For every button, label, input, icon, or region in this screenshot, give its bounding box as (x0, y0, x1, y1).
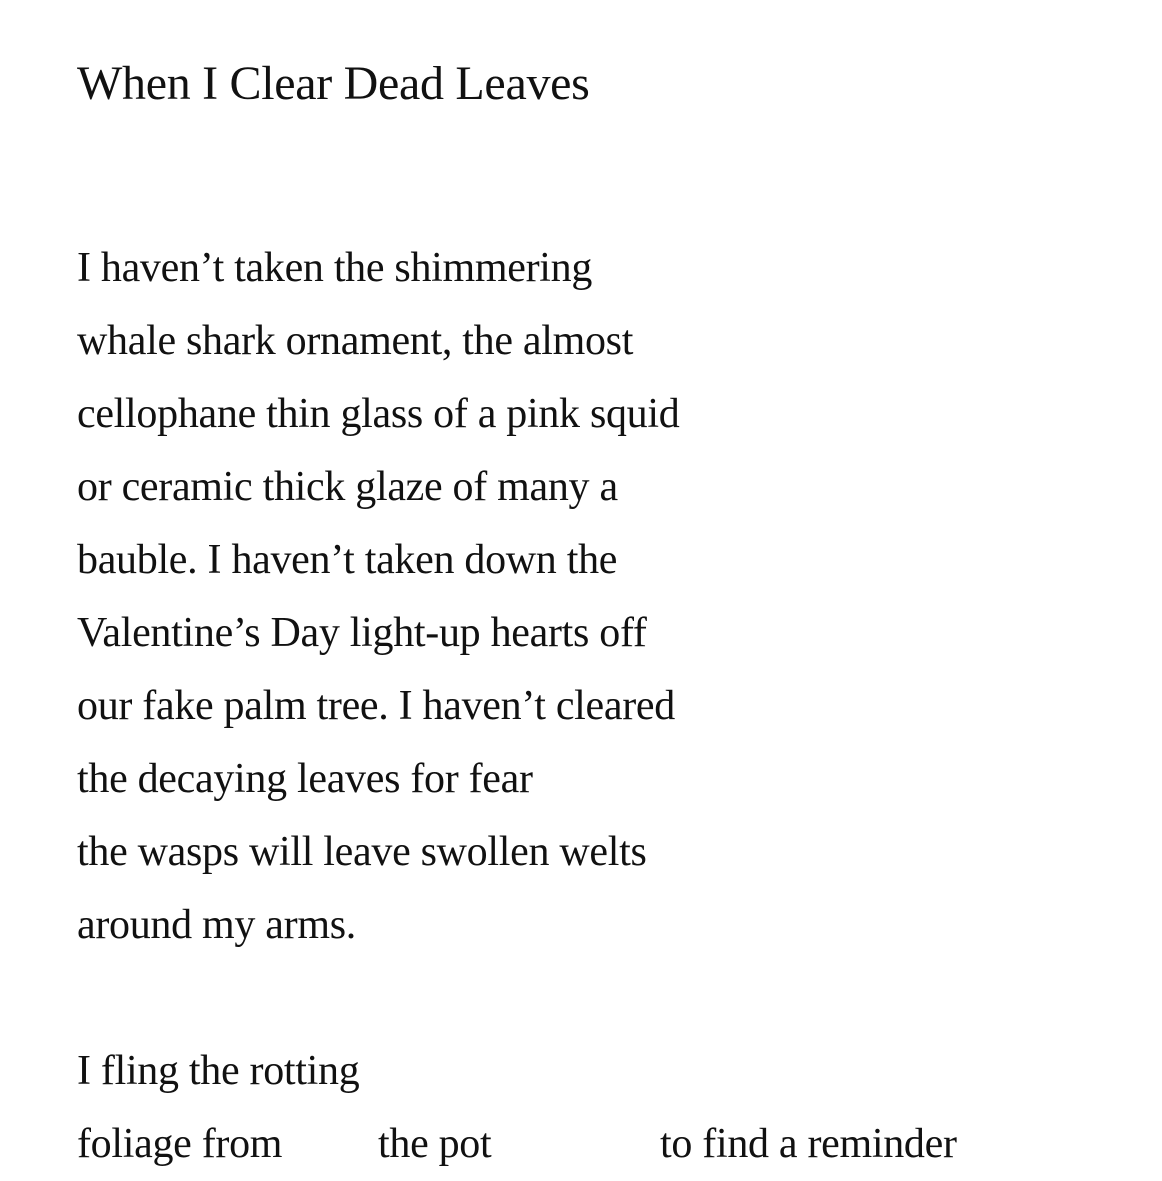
poem-line: I haven’t taken the shimmering (77, 245, 593, 291)
stanza-2 (77, 1035, 1077, 1181)
poem-line: cellophane thin glass of a pink squid (77, 391, 680, 437)
poem-line: or ceramic thick glaze of many a (77, 464, 618, 510)
poem-line: the decaying leaves for fear (77, 756, 533, 802)
poem-title: When I Clear Dead Leaves (77, 57, 590, 110)
poem-page (77, 0, 1162, 1167)
poem-line: around my arms. (77, 902, 356, 948)
poem-line: our fake palm tree. I haven’t cleared (77, 683, 675, 729)
line-segment: the pot (378, 1121, 492, 1167)
poem-line: bauble. I haven’t taken down the (77, 537, 618, 583)
poem-line: I fling the rotting (77, 1048, 360, 1094)
poem-line: Valentine’s Day light-up hearts off (77, 610, 647, 656)
poem-line: whale shark ornament, the almost (77, 318, 634, 364)
stanza-1 (77, 232, 679, 962)
line-segment: foliage from (77, 1121, 283, 1167)
poem-line: the wasps will leave swollen welts (77, 829, 647, 875)
poem-line-spaced (77, 1108, 1077, 1181)
line-segment: to find a reminder (660, 1121, 957, 1167)
